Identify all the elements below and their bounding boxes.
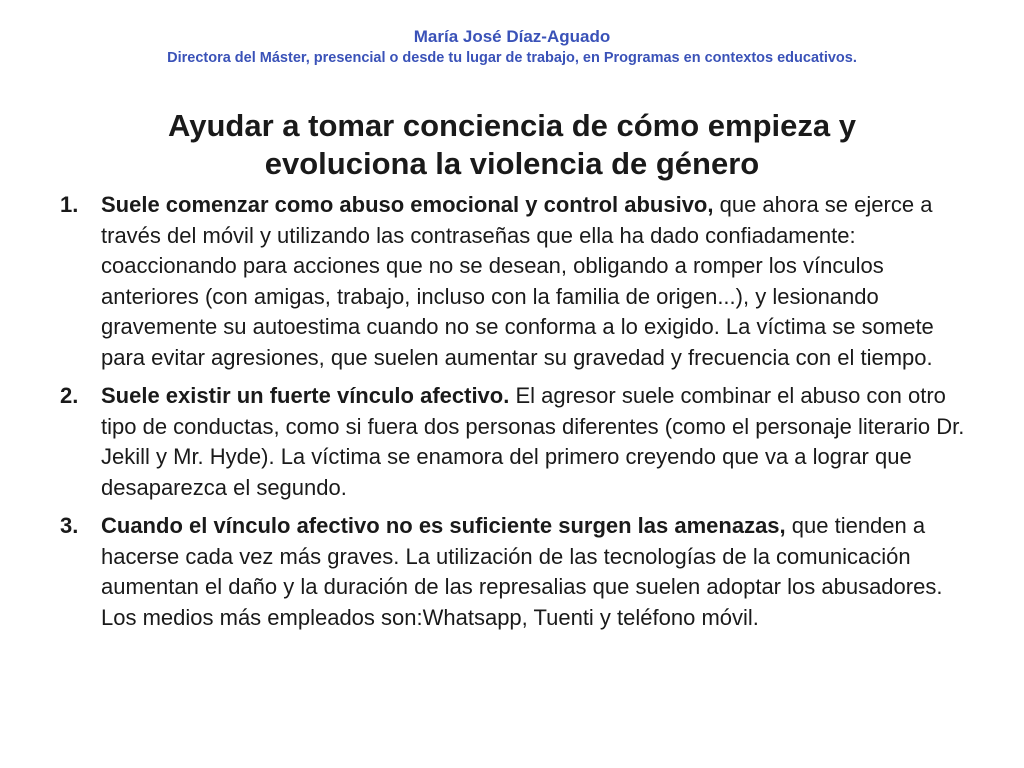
list-item-text: que ahora se ejerce a través del móvil y utilizando las contraseñas que ella ha dado confiadamente: coaccionando para acciones que no se desean, obligando a romper los vínculos anteriores (con amigas, trabajo, incluso con la familia de origen...), y lesionando gravemente su autoestima cuando no se conforma a lo exigido. La víctima se somete para evitar agresiones, que suelen aumentar su gravedad y frecuencia con el tiempo. xyxy=(101,192,934,370)
slide-title-line-1: Ayudar a tomar conciencia de cómo empieza y xyxy=(168,108,856,143)
list-item-lead: Suele existir un fuerte vínculo afectivo. xyxy=(101,383,510,408)
list-item-number: 1. xyxy=(60,192,79,217)
list-item xyxy=(56,511,976,633)
list-item-number: 2. xyxy=(60,383,79,408)
list-item-text: El agresor suele combinar el abuso con otro tipo de conductas, como si fuera dos personas diferentes (como el personaje literario Dr. Jekill y Mr. Hyde). La víctima se enamora del primero creyendo que va a lograr que desaparezca el segundo. xyxy=(101,383,965,500)
list-item xyxy=(56,190,976,373)
numbered-list xyxy=(56,190,976,641)
list-item-lead: Suele comenzar como abuso emocional y control abusivo, xyxy=(101,192,714,217)
author-role: Directora del Máster, presencial o desde tu lugar de trabajo, en Programas en contextos educativos. xyxy=(167,50,857,66)
list-item xyxy=(56,381,976,503)
list-item-text: que tienden a hacerse cada vez más graves. La utilización de las tecnologías de la comunicación aumentan el daño y la duración de las represalias que suelen adoptar los abusadores. Los medios más empleados son:Whatsapp, Tuenti y teléfono móvil. xyxy=(101,513,943,630)
list-item-number: 3. xyxy=(60,513,79,538)
list-item-lead: Cuando el vínculo afectivo no es suficiente surgen las amenazas, xyxy=(101,513,786,538)
author-name: María José Díaz-Aguado xyxy=(413,27,611,46)
slide-title xyxy=(40,107,984,183)
slide-title-line-2: evoluciona la violencia de género xyxy=(264,146,760,181)
